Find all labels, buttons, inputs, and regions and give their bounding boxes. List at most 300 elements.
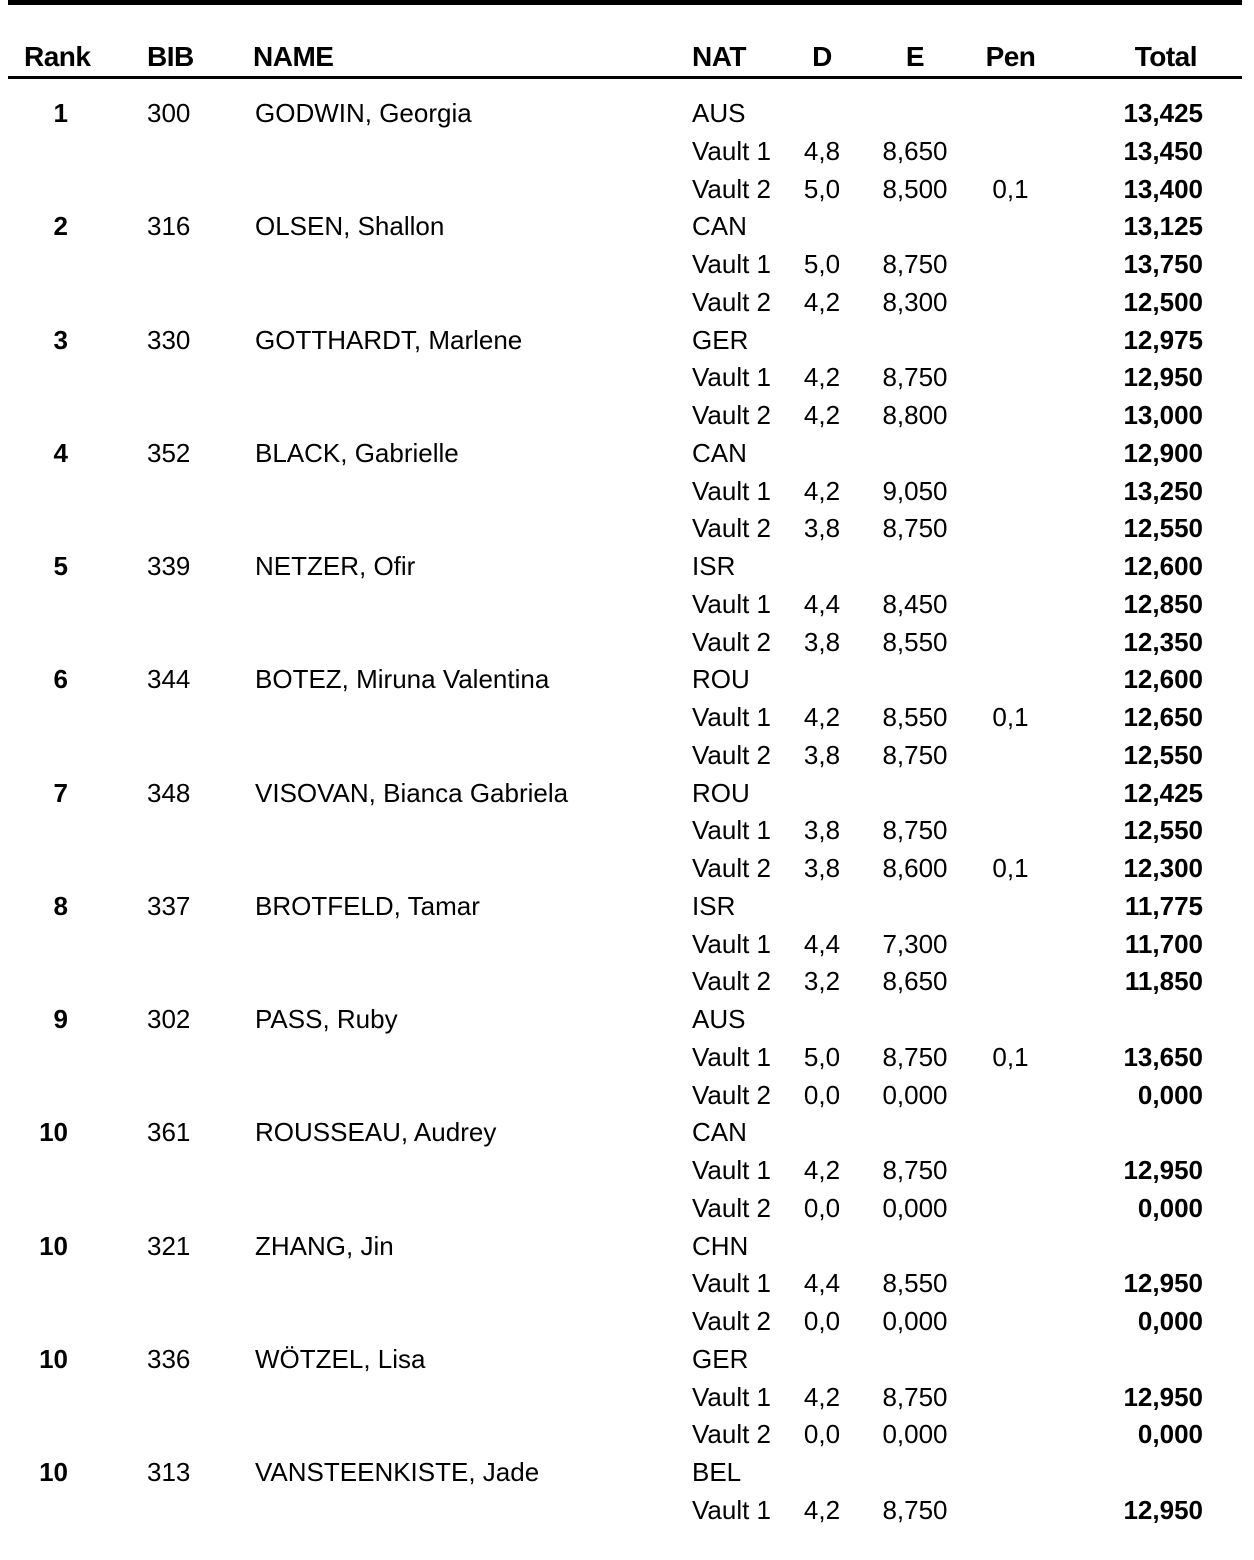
name-cell	[255, 737, 685, 775]
total-cell: 13,450	[1123, 135, 1203, 166]
nat-cell: Vault 2	[692, 286, 772, 317]
rank-cell	[0, 397, 68, 435]
e-score-cell: 8,300	[882, 286, 948, 317]
d-score-cell	[782, 1114, 862, 1152]
penalty-cell	[966, 888, 1055, 926]
name-cell	[255, 397, 685, 435]
penalty-cell	[966, 397, 1055, 435]
total-cell: 11,850	[1124, 966, 1203, 997]
name-cell	[255, 624, 685, 662]
nat-cell: ISR	[692, 890, 736, 921]
d-score-cell: 3,8	[803, 513, 841, 544]
e-score-cell	[870, 95, 960, 133]
bib-cell	[147, 1039, 237, 1077]
e-score-cell: 8,750	[882, 249, 948, 279]
total-cell: 12,975	[1123, 324, 1203, 355]
nat-cell: Vault 1	[692, 815, 772, 846]
name-cell	[255, 1190, 685, 1228]
e-score-cell: 8,650	[882, 966, 948, 997]
penalty-cell	[966, 812, 1055, 850]
nat-cell: ROU	[692, 664, 750, 695]
rank-cell: 6	[53, 664, 68, 695]
nat-cell: CAN	[692, 1117, 747, 1148]
penalty-cell	[966, 95, 1055, 133]
penalty-cell	[966, 1303, 1055, 1341]
bib-cell	[147, 246, 237, 284]
name-cell	[255, 1152, 685, 1190]
penalty-cell	[966, 1152, 1055, 1190]
name-cell	[255, 586, 685, 624]
e-score-cell	[870, 1001, 960, 1039]
vault-row	[0, 246, 1254, 284]
name-cell: VANSTEENKISTE, Jade	[255, 1457, 540, 1487]
vault-row	[0, 510, 1254, 548]
vault-row	[0, 850, 1254, 888]
nat-cell: Vault 1	[692, 1041, 772, 1072]
total-cell: 12,550	[1123, 815, 1203, 846]
athlete-row	[0, 1341, 1254, 1379]
total-cell: 12,550	[1123, 739, 1203, 770]
d-score-cell: 0,0	[803, 1079, 841, 1110]
vault-row	[0, 284, 1254, 322]
penalty-cell	[966, 624, 1055, 662]
total-cell: 12,425	[1123, 777, 1203, 808]
athlete-row	[0, 775, 1254, 813]
athlete-row	[0, 548, 1254, 586]
d-score-cell: 5,0	[803, 173, 841, 204]
rank-cell: 3	[53, 324, 68, 355]
e-score-cell	[870, 775, 960, 813]
penalty-cell	[966, 1077, 1055, 1115]
nat-cell: Vault 2	[692, 1192, 772, 1223]
nat-cell: CAN	[692, 437, 747, 468]
total-cell: 12,600	[1123, 664, 1203, 695]
rank-cell: 8	[53, 890, 68, 921]
d-score-cell: 4,2	[803, 475, 841, 506]
d-score-cell: 3,2	[803, 966, 841, 997]
d-score-cell: 4,4	[803, 1268, 841, 1299]
e-score-cell: 8,750	[882, 1041, 948, 1072]
name-cell	[255, 1039, 685, 1077]
penalty-cell: 0,1	[992, 853, 1029, 883]
header-rank: Rank	[24, 41, 91, 72]
d-score-cell: 3,8	[803, 853, 841, 883]
penalty-cell	[966, 737, 1055, 775]
rank-cell	[0, 737, 68, 775]
name-cell	[255, 510, 685, 548]
e-score-cell	[870, 1341, 960, 1379]
penalty-cell	[966, 208, 1055, 246]
penalty-cell	[966, 661, 1055, 699]
vault-row	[0, 1416, 1254, 1454]
e-score-cell: 8,750	[882, 1381, 948, 1412]
rank-cell: 2	[53, 211, 68, 242]
results-rows	[0, 95, 1254, 1530]
e-score-cell: 8,750	[882, 1155, 948, 1185]
bib-cell	[147, 1416, 237, 1454]
d-score-cell: 4,4	[803, 588, 841, 619]
d-score-cell	[782, 208, 862, 246]
nat-cell: Vault 1	[692, 1494, 772, 1525]
bib-cell	[147, 473, 237, 511]
penalty-cell: 0,1	[992, 173, 1029, 204]
total-cell	[1045, 1114, 1203, 1152]
rank-cell	[0, 1265, 68, 1303]
nat-cell: Vault 2	[692, 513, 772, 544]
total-cell: 12,950	[1123, 1494, 1203, 1525]
d-score-cell: 4,2	[803, 286, 841, 317]
total-cell: 12,900	[1123, 437, 1203, 468]
name-cell	[255, 1379, 685, 1417]
nat-cell: Vault 1	[692, 928, 772, 959]
name-cell	[255, 359, 685, 397]
penalty-cell	[966, 1416, 1055, 1454]
penalty-cell	[966, 548, 1055, 586]
name-cell	[255, 1492, 685, 1530]
name-cell: GODWIN, Georgia	[255, 98, 472, 128]
rank-cell: 10	[39, 1457, 68, 1487]
bib-cell	[147, 510, 237, 548]
rank-cell	[0, 963, 68, 1001]
penalty-cell	[966, 1228, 1055, 1266]
penalty-cell	[966, 1190, 1055, 1228]
bib-cell	[147, 1077, 237, 1115]
name-cell: BOTEZ, Miruna Valentina	[255, 664, 550, 695]
rank-cell	[0, 586, 68, 624]
e-score-cell	[870, 208, 960, 246]
bib-cell	[147, 850, 237, 888]
nat-cell: Vault 2	[692, 739, 772, 770]
header-rule	[8, 76, 1242, 79]
vault-row	[0, 812, 1254, 850]
bib-cell	[147, 586, 237, 624]
d-score-cell: 3,8	[803, 626, 841, 657]
d-score-cell: 4,2	[803, 1381, 841, 1412]
d-score-cell: 4,2	[803, 702, 841, 732]
athlete-row	[0, 208, 1254, 246]
e-score-cell: 0,000	[882, 1192, 948, 1223]
total-cell: 12,600	[1123, 551, 1203, 581]
rank-cell: 9	[53, 1004, 68, 1034]
nat-cell: Vault 1	[692, 1381, 772, 1412]
total-cell: 0,000	[1137, 1079, 1203, 1110]
vault-row	[0, 963, 1254, 1001]
vault-row	[0, 624, 1254, 662]
bib-cell	[147, 1379, 237, 1417]
d-score-cell	[782, 775, 862, 813]
nat-cell: Vault 1	[692, 1155, 772, 1185]
vault-row	[0, 1152, 1254, 1190]
athlete-row	[0, 1114, 1254, 1152]
bib-cell	[147, 1190, 237, 1228]
athlete-row	[0, 1001, 1254, 1039]
bib-cell	[147, 737, 237, 775]
athlete-row	[0, 95, 1254, 133]
bib-cell	[147, 1265, 237, 1303]
nat-cell: Vault 2	[692, 400, 772, 430]
rank-cell	[0, 812, 68, 850]
bib-cell	[147, 926, 237, 964]
bib-cell	[147, 171, 237, 209]
nat-cell: Vault 1	[692, 135, 772, 166]
e-score-cell	[870, 435, 960, 473]
name-cell	[255, 246, 685, 284]
name-cell	[255, 850, 685, 888]
e-score-cell: 8,750	[882, 815, 948, 846]
e-score-cell: 8,500	[882, 173, 948, 204]
bib-cell: 352	[147, 437, 191, 468]
rank-cell: 7	[53, 777, 68, 808]
bib-cell	[147, 133, 237, 171]
e-score-cell	[870, 888, 960, 926]
penalty-cell	[966, 284, 1055, 322]
d-score-cell	[782, 888, 862, 926]
penalty-cell	[966, 359, 1055, 397]
total-cell: 12,850	[1123, 588, 1203, 619]
nat-cell: Vault 1	[692, 702, 772, 732]
e-score-cell	[870, 661, 960, 699]
athlete-row	[0, 435, 1254, 473]
e-score-cell: 8,750	[882, 513, 948, 544]
d-score-cell: 5,0	[803, 1041, 841, 1072]
nat-cell: Vault 1	[692, 475, 772, 506]
athlete-row	[0, 661, 1254, 699]
nat-cell: Vault 2	[692, 1419, 772, 1450]
vault-row	[0, 1303, 1254, 1341]
bib-cell: 321	[147, 1230, 191, 1261]
rank-cell: 4	[53, 437, 68, 468]
penalty-cell	[966, 510, 1055, 548]
e-score-cell	[870, 1228, 960, 1266]
bib-cell: 316	[147, 211, 191, 242]
rank-cell	[0, 1152, 68, 1190]
bib-cell: 336	[147, 1343, 191, 1374]
name-cell	[255, 171, 685, 209]
name-cell	[255, 1265, 685, 1303]
penalty-cell	[966, 1341, 1055, 1379]
penalty-cell	[966, 473, 1055, 511]
total-cell	[1045, 1341, 1203, 1379]
nat-cell: GER	[692, 324, 749, 355]
athlete-row	[0, 888, 1254, 926]
nat-cell: Vault 2	[692, 853, 772, 883]
total-cell: 13,250	[1123, 475, 1203, 506]
nat-cell: CAN	[692, 211, 747, 242]
e-score-cell: 8,650	[882, 135, 948, 166]
d-score-cell: 4,2	[803, 400, 841, 430]
penalty-cell	[966, 1454, 1055, 1492]
total-cell: 12,350	[1123, 626, 1203, 657]
name-cell: VISOVAN, Bianca Gabriela	[255, 777, 569, 808]
penalty-cell	[966, 322, 1055, 360]
rank-cell	[0, 246, 68, 284]
rank-cell	[0, 1039, 68, 1077]
bib-cell	[147, 699, 237, 737]
bib-cell: 348	[147, 777, 191, 808]
e-score-cell	[870, 1114, 960, 1152]
vault-row	[0, 699, 1254, 737]
d-score-cell: 3,8	[803, 815, 841, 846]
nat-cell: Vault 1	[692, 1268, 772, 1299]
name-cell	[255, 699, 685, 737]
total-cell: 0,000	[1137, 1419, 1203, 1450]
bib-cell	[147, 397, 237, 435]
e-score-cell: 0,000	[882, 1306, 948, 1336]
d-score-cell	[782, 1454, 862, 1492]
e-score-cell: 9,050	[882, 475, 948, 506]
vault-row	[0, 1379, 1254, 1417]
vault-row	[0, 737, 1254, 775]
rank-cell	[0, 850, 68, 888]
name-cell	[255, 963, 685, 1001]
name-cell	[255, 1077, 685, 1115]
rank-cell	[0, 699, 68, 737]
rank-cell	[0, 1379, 68, 1417]
nat-cell: CHN	[692, 1230, 749, 1261]
e-score-cell: 8,550	[882, 702, 948, 732]
name-cell: GOTTHARDT, Marlene	[255, 324, 523, 355]
vault-row	[0, 586, 1254, 624]
total-cell: 12,500	[1123, 286, 1203, 317]
name-cell	[255, 926, 685, 964]
bib-cell	[147, 963, 237, 1001]
penalty-cell	[966, 435, 1055, 473]
penalty-cell	[966, 963, 1055, 1001]
name-cell	[255, 284, 685, 322]
e-score-cell: 8,550	[882, 1268, 948, 1299]
bib-cell	[147, 359, 237, 397]
e-score-cell: 8,800	[882, 400, 948, 430]
total-cell: 13,125	[1123, 211, 1203, 242]
vault-row	[0, 1039, 1254, 1077]
bib-cell: 300	[147, 98, 191, 128]
nat-cell: Vault 2	[692, 966, 772, 997]
d-score-cell: 3,8	[803, 739, 841, 770]
rank-cell	[0, 1077, 68, 1115]
nat-cell: Vault 2	[692, 1306, 772, 1336]
total-cell: 0,000	[1137, 1306, 1203, 1336]
e-score-cell	[870, 1454, 960, 1492]
name-cell: BLACK, Gabrielle	[255, 437, 459, 468]
rank-cell	[0, 473, 68, 511]
d-score-cell: 0,0	[803, 1419, 841, 1450]
total-cell: 13,650	[1123, 1041, 1203, 1072]
d-score-cell: 5,0	[803, 249, 841, 279]
bib-cell: 330	[147, 324, 191, 355]
rank-cell	[0, 624, 68, 662]
rank-cell: 5	[53, 551, 68, 581]
total-cell: 12,950	[1123, 1268, 1203, 1299]
e-score-cell: 7,300	[882, 928, 948, 959]
vault-row	[0, 473, 1254, 511]
header-d-score: D	[812, 41, 832, 72]
d-score-cell	[782, 95, 862, 133]
d-score-cell: 4,2	[803, 1155, 841, 1185]
name-cell: PASS, Ruby	[255, 1004, 398, 1034]
header-nat: NAT	[692, 41, 746, 72]
e-score-cell: 8,750	[882, 739, 948, 770]
nat-cell: Vault 2	[692, 1079, 772, 1110]
d-score-cell: 4,2	[803, 1494, 841, 1525]
rank-cell	[0, 133, 68, 171]
rank-cell	[0, 926, 68, 964]
total-cell	[1045, 1454, 1203, 1492]
name-cell: WÖTZEL, Lisa	[255, 1343, 426, 1374]
bib-cell	[147, 1152, 237, 1190]
name-cell: OLSEN, Shallon	[255, 211, 445, 242]
d-score-cell: 4,8	[803, 135, 841, 166]
e-score-cell: 8,750	[882, 1494, 948, 1525]
nat-cell: ISR	[692, 551, 736, 581]
bib-cell: 339	[147, 551, 191, 581]
d-score-cell	[782, 1341, 862, 1379]
d-score-cell: 4,2	[803, 362, 841, 393]
total-cell: 13,750	[1123, 249, 1203, 279]
e-score-cell: 8,600	[882, 853, 948, 883]
rank-cell	[0, 510, 68, 548]
e-score-cell: 8,450	[882, 588, 948, 619]
rank-cell: 10	[39, 1230, 68, 1261]
total-cell: 11,700	[1124, 928, 1203, 959]
bib-cell	[147, 1492, 237, 1530]
penalty-cell	[966, 586, 1055, 624]
d-score-cell	[782, 661, 862, 699]
penalty-cell	[966, 1492, 1055, 1530]
penalty-cell	[966, 775, 1055, 813]
bib-cell	[147, 284, 237, 322]
penalty-cell	[966, 1114, 1055, 1152]
rank-cell	[0, 1303, 68, 1341]
d-score-cell: 4,4	[803, 928, 841, 959]
e-score-cell	[870, 322, 960, 360]
header-total: Total	[1134, 41, 1197, 72]
e-score-cell	[870, 548, 960, 586]
d-score-cell	[782, 435, 862, 473]
penalty-cell	[966, 1379, 1055, 1417]
bib-cell: 302	[147, 1004, 191, 1034]
d-score-cell	[782, 548, 862, 586]
rank-cell: 1	[53, 98, 68, 128]
rank-cell	[0, 284, 68, 322]
header-bib: BIB	[147, 41, 194, 72]
name-cell: BROTFELD, Tamar	[255, 890, 480, 921]
d-score-cell	[782, 1001, 862, 1039]
rank-cell	[0, 1492, 68, 1530]
header-e-score: E	[905, 41, 925, 72]
total-cell: 13,425	[1123, 98, 1203, 128]
penalty-cell	[966, 246, 1055, 284]
total-cell: 12,950	[1123, 1155, 1203, 1185]
header-name: NAME	[253, 41, 334, 72]
vault-row	[0, 397, 1254, 435]
bib-cell	[147, 1303, 237, 1341]
rank-cell	[0, 1416, 68, 1454]
nat-cell: Vault 1	[692, 362, 772, 393]
d-score-cell: 0,0	[803, 1306, 841, 1336]
nat-cell: Vault 2	[692, 173, 772, 204]
penalty-cell	[966, 1001, 1055, 1039]
rank-cell	[0, 1190, 68, 1228]
nat-cell: BEL	[692, 1457, 742, 1487]
nat-cell: ROU	[692, 777, 750, 808]
vault-row	[0, 926, 1254, 964]
bib-cell: 361	[147, 1117, 191, 1148]
penalty-cell: 0,1	[992, 1041, 1029, 1072]
name-cell	[255, 812, 685, 850]
vault-row	[0, 133, 1254, 171]
total-cell: 13,400	[1123, 173, 1203, 204]
vault-row	[0, 359, 1254, 397]
